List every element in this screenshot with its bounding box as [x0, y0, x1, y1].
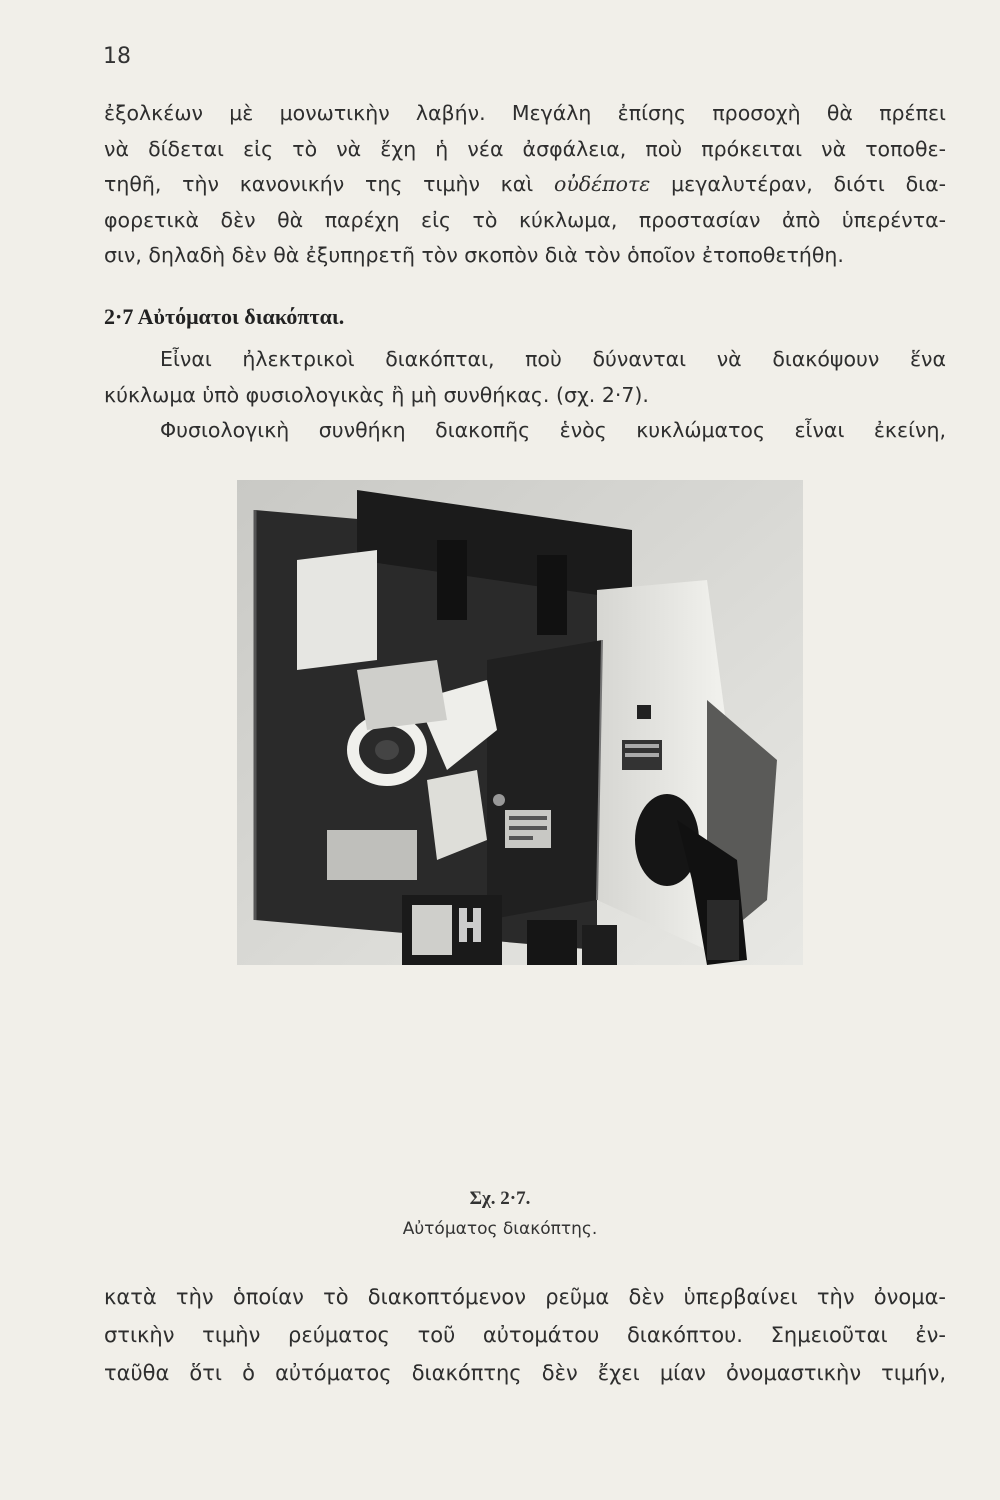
- text-fragment: τηθῆ, τὴν κανονικήν της τιμὴν καὶ: [104, 172, 554, 196]
- paragraph-rated-current: [104, 1278, 946, 1392]
- section-number: 2·7: [104, 304, 134, 329]
- text-line: Φυσιολογικὴ συνθήκη διακοπῆς ἑνὸς κυκλώματος εἶναι ἐκείνη,: [160, 418, 946, 442]
- text-line: κατὰ τὴν ὁποίαν τὸ διακοπτόμενον ρεῦμα δὲν ὑπερβαίνει τὴν ὀνομα-: [104, 1285, 946, 1309]
- italic-emphasis: οὐδέποτε: [554, 172, 651, 196]
- figure-caption: Αὐτόματος διακόπτης.: [402, 1219, 598, 1239]
- page-number: 18: [103, 44, 131, 69]
- text-line: Εἶναι ἠλεκτρικοὶ διακόπται, ποὺ δύνανται νὰ διακόψουν ἕνα: [160, 347, 946, 371]
- paragraph-normal-condition: [104, 413, 946, 449]
- paragraph-fuse-precautions: [104, 96, 946, 274]
- text-line: στικὴν τιμὴν ρεύματος τοῦ αὐτομάτου διακόπτου. Σημειοῦται ἐν-: [104, 1323, 946, 1347]
- circuit-breaker-photo: [237, 480, 803, 965]
- text-line: σιν, δηλαδὴ δὲν θὰ ἐξυπηρετῆ τὸν σκοπὸν διὰ τὸν ὁποῖον ἐτοποθετήθη.: [104, 243, 844, 267]
- text-line: ἐξολκέων μὲ μονωτικὴν λαβήν. Μεγάλη ἐπίσης προσοχὴ θὰ πρέπει: [104, 101, 946, 125]
- figure-label: Σχ. 2·7.: [469, 1188, 531, 1209]
- section-title: Αὐτόματοι διακόπται.: [137, 304, 345, 329]
- text-line: φορετικὰ δὲν θὰ παρέχη εἰς τὸ κύκλωμα, προστασίαν ἀπὸ ὑπερέντα-: [104, 207, 946, 232]
- circuit-breaker-illustration: [237, 480, 803, 965]
- text-line: ταῦθα ὅτι ὁ αὐτόματος διακόπτης δὲν ἔχει μίαν ὀνομαστικὴν τιμήν,: [104, 1361, 946, 1385]
- section-heading: [104, 304, 344, 330]
- text-line: νὰ δίδεται εἰς τὸ νὰ ἔχη ἡ νέα ἀσφάλεια, ποὺ πρόκειται νὰ τοποθε-: [104, 136, 946, 161]
- paragraph-definition: [104, 342, 946, 413]
- text-line: κύκλωμα ὑπὸ φυσιολογικὰς ἢ μὴ συνθήκας. (σχ. 2·7).: [104, 382, 649, 407]
- text-fragment: μεγαλυτέραν, διότι δια-: [650, 172, 947, 196]
- text-line: [104, 167, 946, 203]
